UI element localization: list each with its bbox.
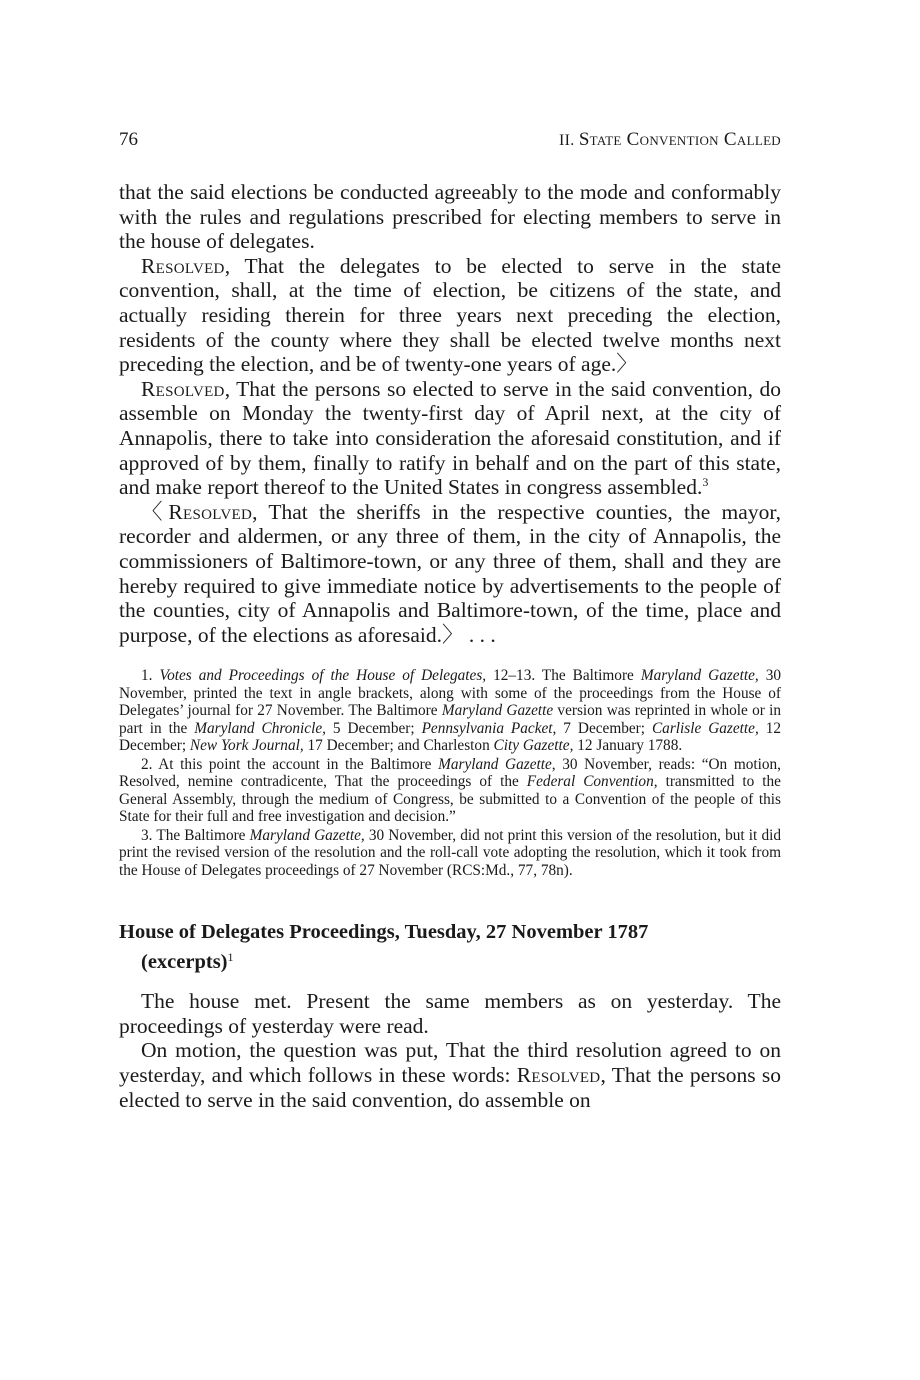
running-head xyxy=(559,128,781,153)
resolved-lead: Resolved xyxy=(141,376,225,401)
resolved-lead: Resolved xyxy=(516,1063,601,1088)
paragraph-3 xyxy=(119,377,781,500)
paragraph-4 xyxy=(119,500,781,648)
footnote-marker: 3 xyxy=(702,475,709,490)
paragraph-4-text: , That the sheriffs in the respective counties, the mayor, recorder and aldermen, or any three of them, in the city of Annapolis, the commissioners of Baltimore-town, or any three of them, shall and they are hereby required to give immediate notice by advertisements to the people of the counties, city of Annapolis and Baltimore-town, of the time, place and purpose, of the elections as aforesaid.〉 . . . xyxy=(119,499,781,647)
document-page xyxy=(119,128,781,1112)
fn2-part: 2. At this point the account in the Baltimore xyxy=(141,755,439,773)
fn1-part: 30 November, printed the text in angle brackets, along with some of the proceedings from the House of Delegates’ journal for 27 November. The Baltimore xyxy=(119,667,781,720)
section-paragraph-2-text: , That the persons so elected to serve in the said convention, do assemble on xyxy=(119,1063,781,1112)
section-heading-line2 xyxy=(119,945,781,975)
fn1-italic: Pennsylvania Packet, xyxy=(421,719,557,737)
angle-bracket-open: 〈 xyxy=(141,499,169,524)
fn3-part: 30 November, did not print this version of the resolution, but it did print the revised version of the resolution and the roll-call vote adopting the resolution, which it took from the House of Delegates proceedings of 27 November (RCS:Md., 77, 78n). xyxy=(119,826,781,879)
paragraph-3-text: , That the persons so elected to serve in the said convention, do assemble on Monday the twenty-first day of April next, at the city of Annapolis, there to take into consideration the aforesaid constitution, and if approved of by them, finally to ratify in behalf and on the part of this state, and make report thereof to the United States in congress assembled. xyxy=(119,376,781,500)
running-head-prefix: II. xyxy=(558,132,579,149)
resolved-lead: Resolved xyxy=(141,253,225,278)
section-paragraph-2-text: On motion, the question was put, That the third resolution agreed to on yesterday, and which follows in these words: xyxy=(119,1038,781,1088)
fn1-italic: Maryland Chronicle, xyxy=(194,719,326,737)
fn3-part: 3. The Baltimore xyxy=(141,826,250,844)
section-paragraph-1: The house met. Present the same members as on yesterday. The proceedings of yesterday were read. xyxy=(119,989,781,1038)
section-heading xyxy=(119,920,781,975)
resolved-lead: Resolved xyxy=(168,499,253,524)
fn2-part: 30 November, reads: “On motion, Resolved, nemine contradicente, That the proceedings of the xyxy=(119,755,781,791)
footnote-3 xyxy=(119,827,781,880)
fn1-italic: Votes and Proceedings of the House of Delegates, xyxy=(159,667,487,685)
footnote-1 xyxy=(119,667,781,755)
section-heading-line1: House of Delegates Proceedings, Tuesday, 27 November 1787 xyxy=(119,921,649,944)
fn1-part: 12 January 1788. xyxy=(573,737,683,755)
fn3-italic: Maryland Gazette, xyxy=(249,826,365,844)
fn1-part: 5 December; xyxy=(325,719,422,737)
footnote-2 xyxy=(119,756,781,826)
fn1-italic: New York Journal, xyxy=(189,737,304,755)
fn1-italic: Carlisle Gazette, xyxy=(651,719,759,737)
fn1-italic: Maryland Gazette xyxy=(441,702,554,720)
fn1-italic: Maryland Gazette, xyxy=(640,667,759,685)
fn2-part: transmitted to the General Assembly, through the medium of Congress, be submitted to a Convention of the people of this State for their full and free investigation and decision.” xyxy=(119,773,781,826)
fn1-part: 12 December; xyxy=(119,719,782,755)
fn1-part: 1. xyxy=(141,667,160,685)
fn1-part: 17 December; and Charleston xyxy=(303,737,494,755)
fn1-part: 7 December; xyxy=(556,719,652,737)
footnote-marker: 1 xyxy=(227,950,234,965)
paragraph-2 xyxy=(119,254,781,377)
page-header xyxy=(119,128,781,152)
fn1-part: version was reprinted in whole or in part in the xyxy=(119,702,781,737)
section-heading-excerpts: (excerpts) xyxy=(141,951,228,974)
body-text xyxy=(119,180,781,647)
paragraph-2-text: , That the delegates to be elected to serve in the state convention, shall, at the time of election, be citizens of the state, and actually residing therein for three years next preceding the election, residents of the county where they shall be elected twelve months next preceding the election, and be of twenty-one years of age.〉 xyxy=(119,253,781,377)
section-body xyxy=(119,989,781,1112)
fn2-italic: Maryland Gazette, xyxy=(438,755,556,773)
fn2-italic: Federal Convention, xyxy=(526,773,658,791)
fn1-part: 12–13. The Baltimore xyxy=(486,667,641,685)
footnotes xyxy=(119,667,781,879)
fn1-italic: City Gazette, xyxy=(493,737,574,755)
section-paragraph-2 xyxy=(119,1038,781,1112)
running-head-title: State Convention Called xyxy=(578,129,781,150)
page-number: 76 xyxy=(119,129,138,150)
paragraph-1: that the said elections be conducted agreeably to the mode and conformably with the rules and regulations prescribed for electing members to serve in the house of delegates. xyxy=(119,180,781,254)
